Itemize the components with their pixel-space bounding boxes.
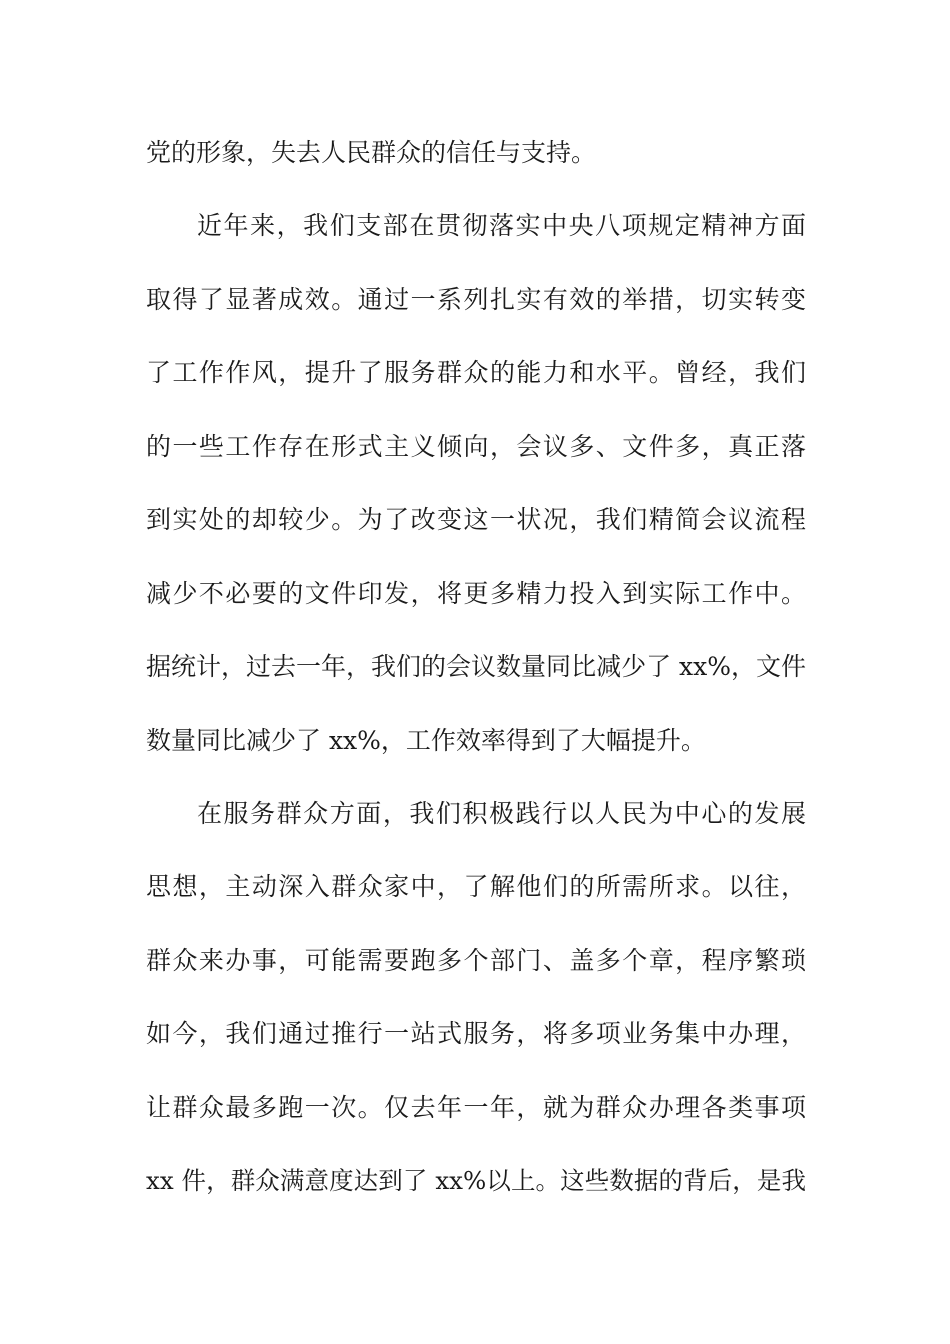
paragraph-2-line-5: 到实处的却较少。为了改变这一状况，我们精简会议流程 [146,505,806,534]
paragraph-2-line-6: 减少不必要的文件印发，将更多精力投入到实际工作中。 [146,579,806,608]
paragraph-3-line-6: xx 件，群众满意度达到了 xx%以上。这些数据的背后，是我 [146,1166,806,1195]
paragraph-2-line-7: 据统计，过去一年，我们的会议数量同比减少了 xx%，文件 [146,652,806,681]
paragraph-3-line-2: 思想，主动深入群众家中，了解他们的所需所求。以往， [146,872,806,901]
paragraph-2-line-4: 的一些工作存在形式主义倾向，会议多、文件多，真正落 [146,432,806,461]
paragraph-2-line-2: 取得了显著成效。通过一系列扎实有效的举措，切实转变 [146,285,806,314]
paragraph-2-line-1: 近年来，我们支部在贯彻落实中央八项规定精神方面 [197,211,806,240]
paragraph-2-line-3: 了工作作风，提升了服务群众的能力和水平。曾经，我们 [146,358,806,387]
text-line-1: 党的形象，失去人民群众的信任与支持。 [146,138,597,167]
paragraph-3-line-3: 群众来办事，可能需要跑多个部门、盖多个章，程序繁琐 [146,946,806,975]
paragraph-2-line-8: 数量同比减少了 xx%，工作效率得到了大幅提升。 [146,726,706,755]
paragraph-3-line-5: 让群众最多跑一次。仅去年一年，就为群众办理各类事项 [146,1093,806,1122]
paragraph-3-line-4: 如今，我们通过推行一站式服务，将多项业务集中办理， [146,1019,806,1048]
paragraph-3-line-1: 在服务群众方面，我们积极践行以人民为中心的发展 [197,799,806,828]
